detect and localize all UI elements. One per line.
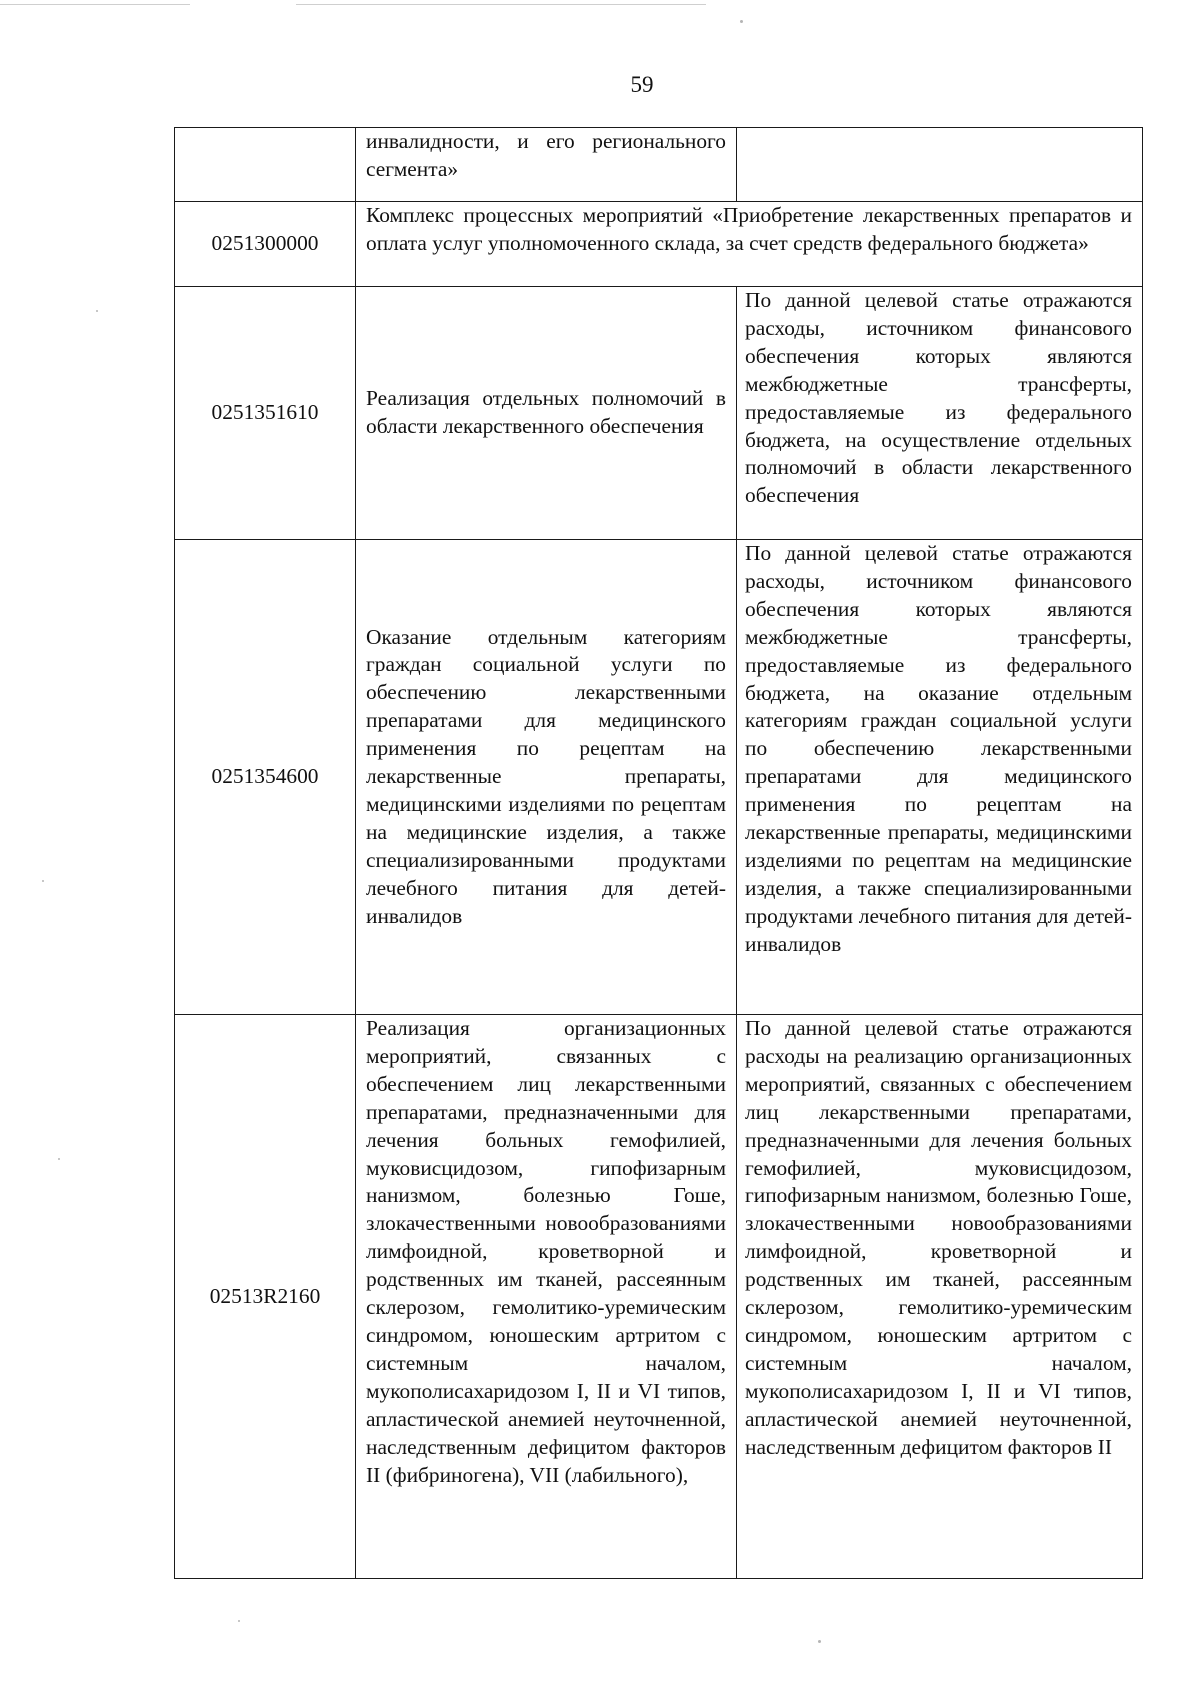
name-cell: Реализация организационных мероприятий, связанных с обеспечением лиц лекарственными препаратами, предназначенными для лечения больных гемофилией, муковисцидозом, гипофизарным нанизмом, болезнью Гоше, злокачественными новообразованиями лимфоидной, кроветворной и родственных им тканей, рассеянным склерозом, гемолитико-уремическим синдромом, юношеским артритом с системным началом, мукополисахаридозом I, II и VI типов, апластической анемией неуточненной, наследственным дефицитом факторов II (фибриногена), VII (лабильного), — [356, 1015, 737, 1579]
code-cell: 02513R2160 — [175, 1015, 356, 1579]
name-cell: Реализация отдельных полномочий в области лекарственного обеспечения — [356, 287, 737, 540]
scan-artifact — [58, 1158, 60, 1160]
table-row — [175, 202, 1143, 287]
table-row — [175, 128, 1143, 202]
code-cell: 0251351610 — [175, 287, 356, 540]
code-cell: 0251300000 — [175, 202, 356, 287]
program-title-cell: Комплекс процессных мероприятий «Приобретение лекарственных препаратов и оплата услуг уполномоченного склада, за счет средств федерального бюджета» — [356, 202, 1143, 287]
description-cell — [737, 128, 1143, 202]
scan-artifact — [96, 310, 98, 312]
description-cell: По данной целевой статье отражаются расходы на реализацию организационных мероприятий, связанных с обеспечением лиц лекарственными препаратами, предназначенными для лечения больных гемофилией, муковисцидозом, гипофизарным нанизмом, болезнью Гоше, злокачественными новообразованиями лимфоидной, кроветворной и родственных им тканей, рассеянным склерозом, гемолитико-уремическим синдромом, юношеским артритом с системным началом, мукополисахаридозом I, II и VI типов, апластической анемией неуточненной, наследственным дефицитом факторов II — [737, 1015, 1143, 1579]
name-cell: Оказание отдельным категориям граждан социальной услуги по обеспечению лекарственными препаратами для медицинского применения по рецептам на лекарственные препараты, медицинскими изделиями по рецептам на медицинские изделия, а также специализированными продуктами лечебного питания для детей-инвалидов — [356, 540, 737, 1015]
page-number: 59 — [630, 72, 654, 97]
scan-artifact — [238, 1620, 240, 1622]
code-cell: 0251354600 — [175, 540, 356, 1015]
scan-artifact — [740, 20, 743, 23]
budget-classification-table — [174, 127, 1143, 1579]
scan-artifact — [0, 4, 190, 5]
description-cell: По данной целевой статье отражаются расходы, источником финансового обеспечения которых являются межбюджетные трансферты, предоставляемые из федерального бюджета, на осуществление отдельных полномочий в области лекарственного обеспечения — [737, 287, 1143, 540]
table-row — [175, 1015, 1143, 1579]
scan-artifact — [818, 1640, 821, 1643]
description-cell: По данной целевой статье отражаются расходы, источником финансового обеспечения которых являются межбюджетные трансферты, предоставляемые из федерального бюджета, на оказание отдельным категориям граждан социальной услуги по обеспечению лекарственными препаратами для медицинского применения по рецептам на лекарственные препараты, медицинскими изделиями по рецептам на медицинские изделия, а также специализированными продуктами лечебного питания для детей-инвалидов — [737, 540, 1143, 1015]
table-row — [175, 540, 1143, 1015]
table-row — [175, 287, 1143, 540]
scan-artifact — [42, 880, 44, 882]
code-cell — [175, 128, 356, 202]
scan-artifact — [296, 4, 706, 5]
name-cell: инвалидности, и его регионального сегмента» — [356, 128, 737, 202]
